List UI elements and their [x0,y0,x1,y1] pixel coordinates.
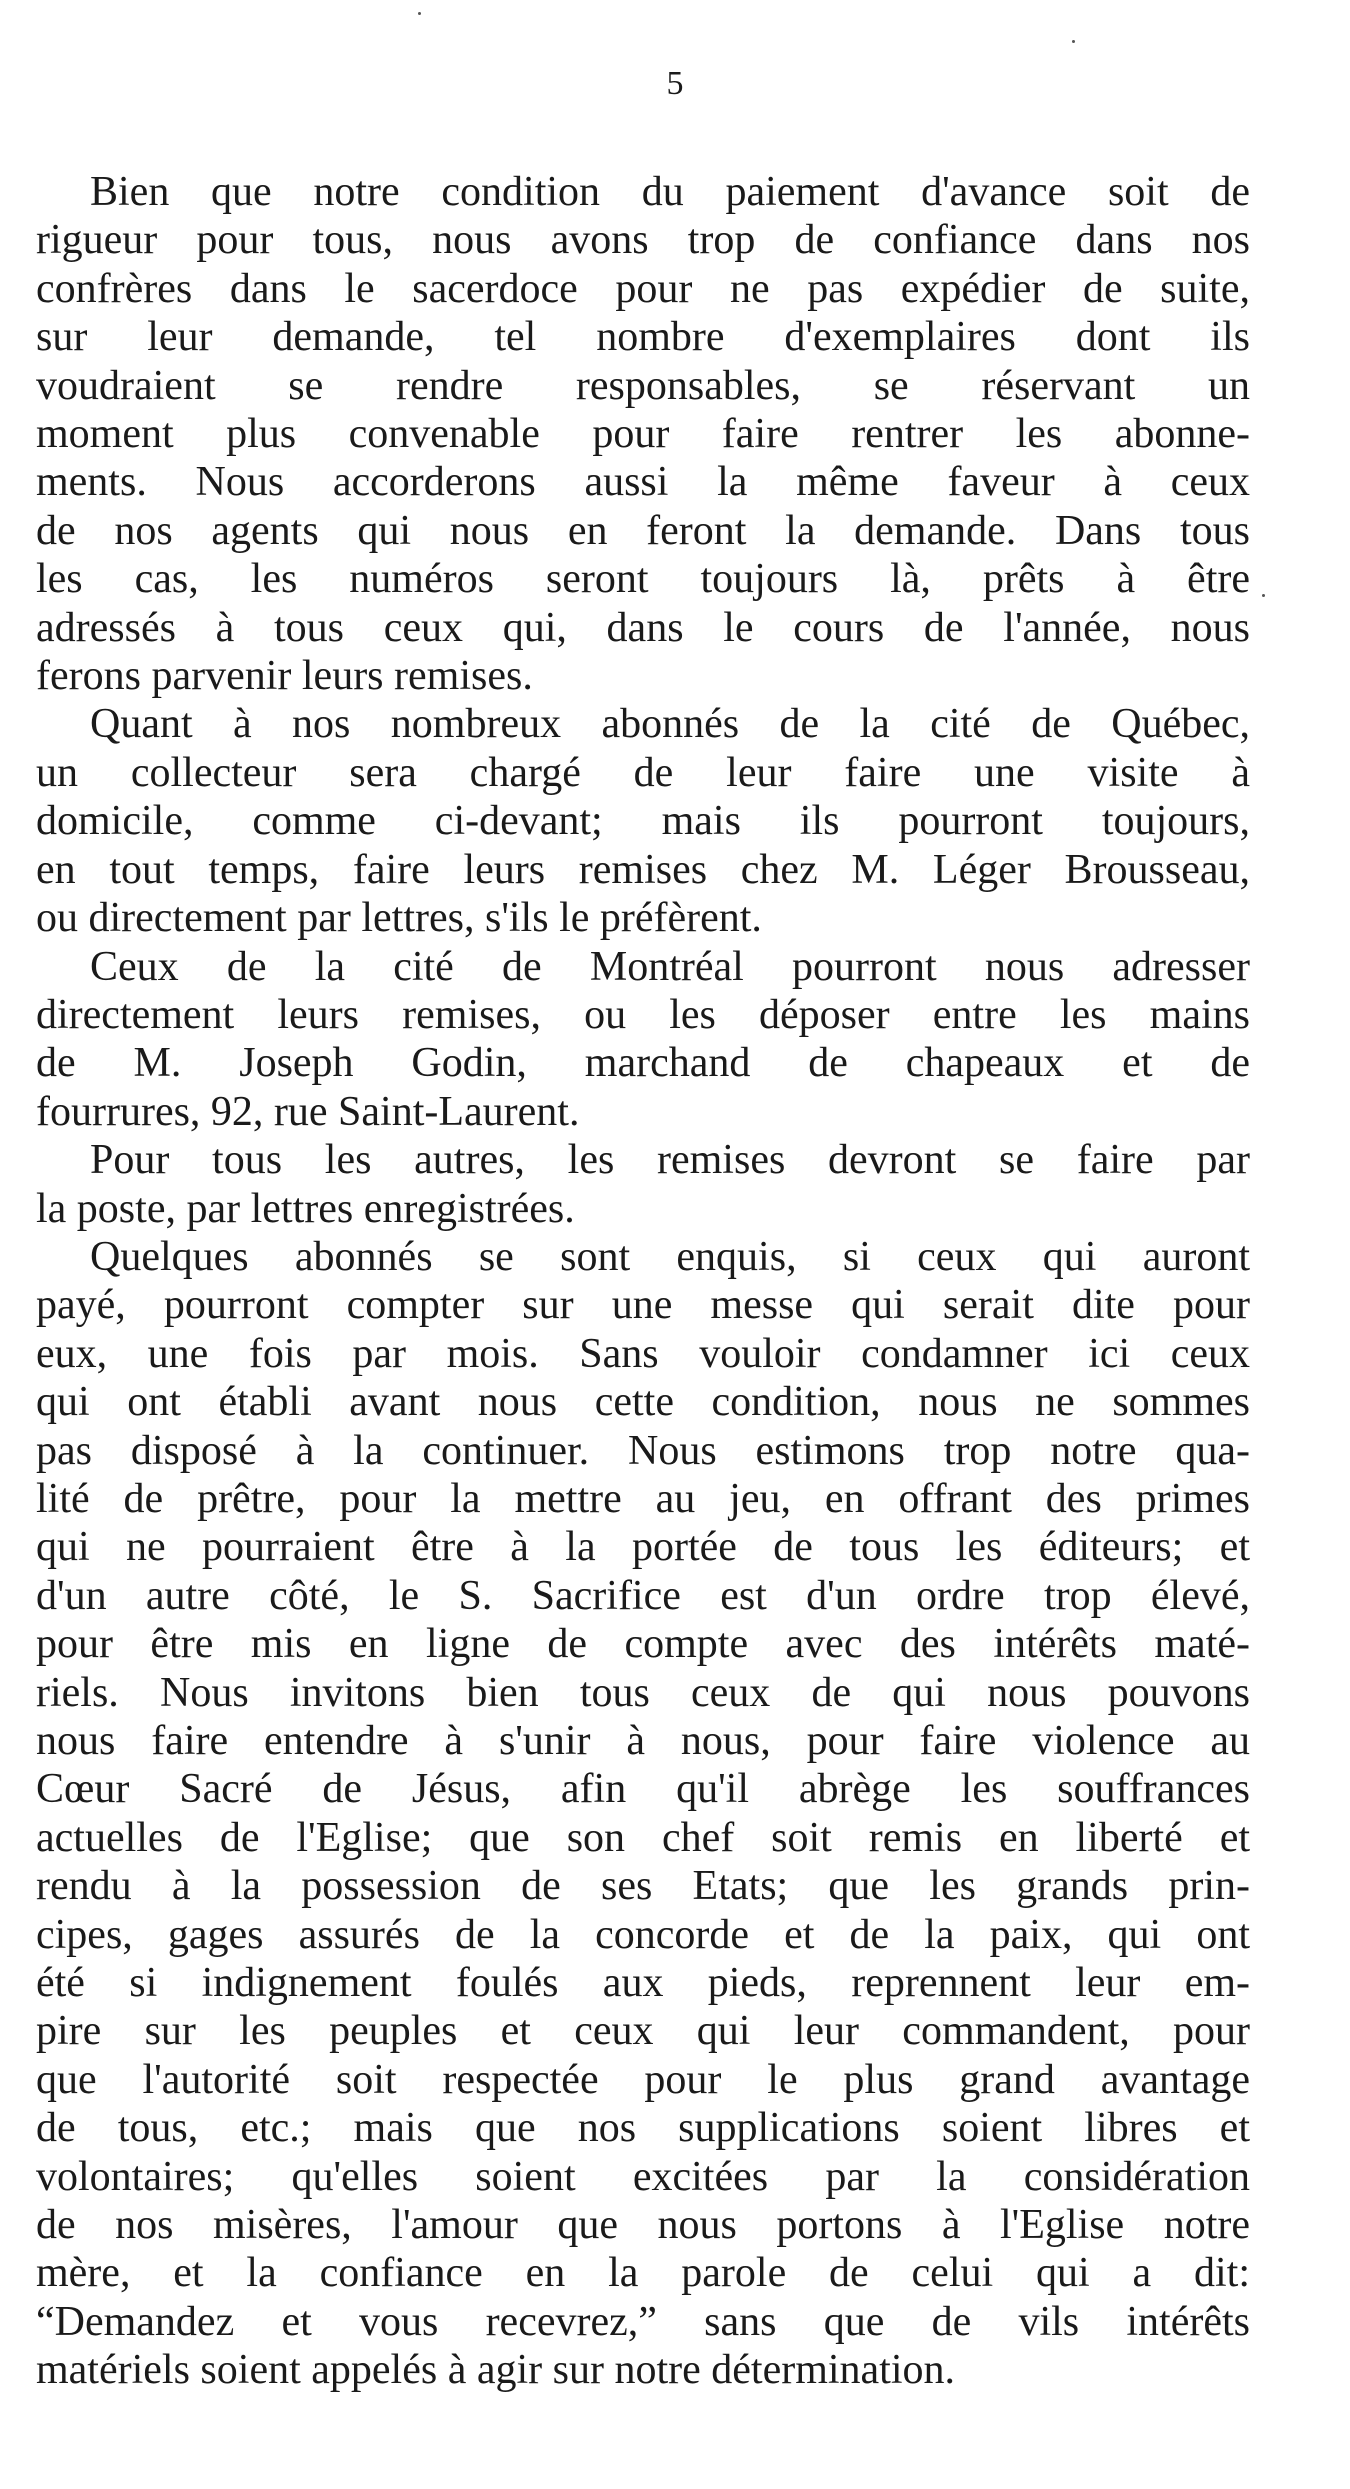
paragraph [36,1233,1250,2395]
text-line: ferons parvenir leurs remises. [36,653,533,700]
paragraph [36,700,1250,942]
text-line: voudraient se rendre responsables, se réservant un [36,362,1250,409]
text-line: pas disposé à la continuer. Nous estimons trop notre qua- [36,1427,1250,1474]
text-line: Quelques abonnés se sont enquis, si ceux qui auront [90,1233,1250,1280]
text-line: les cas, les numéros seront toujours là, prêts à être [36,556,1250,603]
page-number: 5 [666,65,684,102]
text-line: matériels soient appelés à agir sur notre détermination. [36,2347,956,2394]
paragraph [36,1136,1250,1233]
text-line: riels. Nous invitons bien tous ceux de qui nous pouvons [36,1669,1250,1716]
text-line: “Demandez et vous recevrez,” sans que de vils intérêts [36,2298,1250,2345]
text-line: adressés à tous ceux qui, dans le cours de l'année, nous [36,604,1250,651]
text-line: fourrures, 92, rue Saint-Laurent. [36,1088,580,1135]
text-line: été si indignement foulés aux pieds, reprennent leur em- [36,1960,1250,2007]
text-line: de nos misères, l'amour que nous portons à l'Eglise notre [36,2202,1250,2249]
text-line: Cœur Sacré de Jésus, afin qu'il abrège les souffrances [36,1766,1250,1813]
text-line: ments. Nous accorderons aussi la même faveur à ceux [36,459,1250,506]
text-line: d'un autre côté, le S. Sacrifice est d'un ordre trop élevé, [36,1572,1250,1619]
text-line: lité de prêtre, pour la mettre au jeu, en offrant des primes [36,1475,1250,1522]
text-line: nous faire entendre à s'unir à nous, pour faire violence au [36,1718,1250,1764]
print-speck [1262,594,1265,597]
text-line: confrères dans le sacerdoce pour ne pas expédier de suite, [36,265,1250,312]
paragraph [36,168,1250,700]
print-speck [418,12,421,15]
text-line: mère, et la confiance en la parole de celui qui a dit: [36,2250,1250,2297]
text-line: Pour tous les autres, les remises devront se faire par [90,1137,1250,1184]
text-line: qui ne pourraient être à la portée de tous les éditeurs; et [36,1524,1250,1571]
text-line: directement leurs remises, ou les déposer entre les mains [36,991,1250,1038]
text-line: volontaires; qu'elles soient excitées par la considération [36,2153,1250,2200]
text-line: de M. Joseph Godin, marchand de chapeaux et de [36,1040,1250,1087]
text-line: eux, une fois par mois. Sans vouloir condamner ici ceux [36,1330,1250,1377]
body-text [36,168,1250,2395]
text-line: la poste, par lettres enregistrées. [36,1185,575,1232]
text-line: un collecteur sera chargé de leur faire une visite à [36,749,1250,796]
print-speck [1072,40,1075,43]
text-line: Bien que notre condition du paiement d'avance soit de [90,169,1250,215]
text-line: cipes, gages assurés de la concorde et de la paix, qui ont [36,1911,1250,1958]
text-line: domicile, comme ci-devant; mais ils pourront toujours, [36,798,1250,845]
text-line: sur leur demande, tel nombre d'exemplaires dont ils [36,314,1250,361]
text-line: rendu à la possession de ses Etats; que les grands prin- [36,1863,1250,1910]
text-line: ou directement par lettres, s'ils le préfèrent. [36,895,762,942]
text-line: actuelles de l'Eglise; que son chef soit remis en liberté et [36,1814,1250,1861]
text-line: pire sur les peuples et ceux qui leur commandent, pour [36,2008,1250,2055]
text-line: payé, pourront compter sur une messe qui serait dite pour [36,1282,1250,1329]
text-line: rigueur pour tous, nous avons trop de confiance dans nos [36,217,1250,264]
text-line: de nos agents qui nous en feront la demande. Dans tous [36,507,1250,554]
text-line: en tout temps, faire leurs remises chez M. Léger Brousseau, [36,846,1250,893]
paragraph [36,943,1250,1137]
text-line: que l'autorité soit respectée pour le plus grand avantage [36,2056,1250,2103]
text-line: pour être mis en ligne de compte avec des intérêts maté- [36,1621,1250,1668]
text-line: qui ont établi avant nous cette condition, nous ne sommes [36,1379,1250,1426]
text-line: moment plus convenable pour faire rentrer les abonne- [36,411,1250,458]
text-line: Quant à nos nombreux abonnés de la cité de Québec, [90,701,1250,748]
text-line: de tous, etc.; mais que nos supplications soient libres et [36,2105,1250,2152]
text-line: Ceux de la cité de Montréal pourront nous adresser [90,943,1250,990]
